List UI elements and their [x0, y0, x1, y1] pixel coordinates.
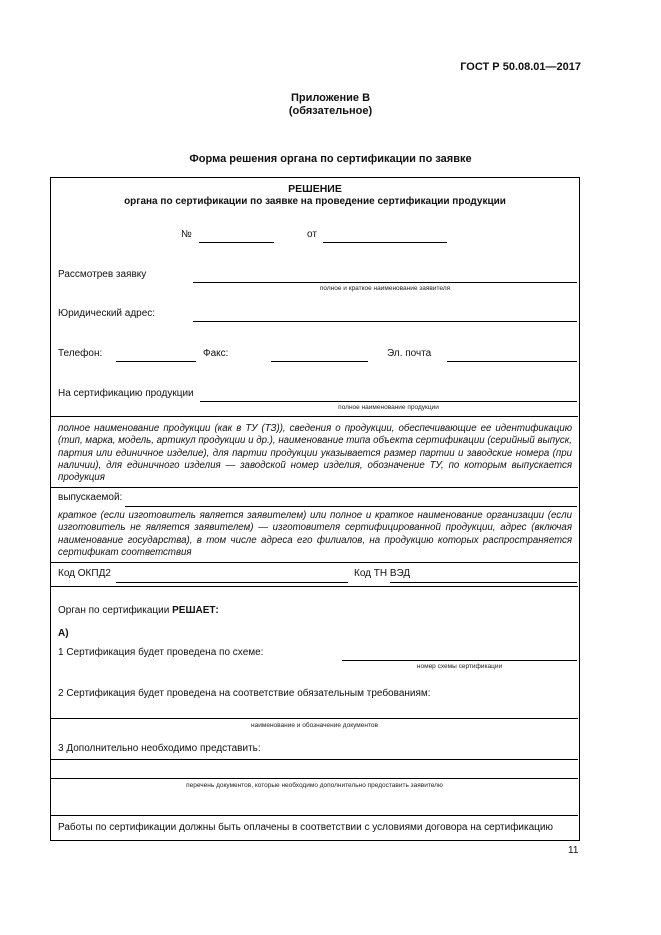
- codes-top-line: [51, 562, 578, 563]
- appendix-title: Приложение В: [290, 92, 371, 104]
- manufacturer-top-line: [51, 487, 578, 488]
- fax-line: [271, 361, 368, 362]
- decision-subtitle: органа по сертификации по заявке на проведение сертификации продукции: [124, 196, 506, 207]
- okpd-line: [116, 582, 348, 583]
- product-label: На сертификацию продукции: [58, 388, 194, 399]
- item2-line: [51, 718, 578, 719]
- date-label: от: [307, 229, 317, 240]
- product-separator: [51, 416, 578, 417]
- product-line: [200, 401, 577, 402]
- form-title: Форма решения органа по сертификации по заявке: [189, 153, 472, 165]
- resolution-section-a: А): [58, 628, 69, 639]
- okpd-label: Код ОКПД2: [58, 568, 111, 579]
- item3-caption: перечень документов, которые необходимо дополнительно предоставить заявителю: [186, 782, 443, 789]
- product-caption: полное наименование продукции: [338, 404, 439, 411]
- item2-caption: наименование и обозначение документов: [251, 722, 378, 729]
- tnved-label: Код ТН ВЭД: [354, 568, 411, 579]
- resolution-decides: РЕШАЕТ:: [172, 605, 219, 616]
- item1-line: [342, 660, 577, 661]
- manufacturer-note: краткое (если изготовитель является заявителем) или полное и краткое наименование организации (если изготовитель не является заявителем) — изготовителя сертифицированной продукции, адрес (включая наименование государства), в том числе адреса его филиалов, на продукцию которых распространяется сертификат соответствия: [58, 510, 572, 558]
- number-label: №: [181, 229, 192, 240]
- applicant-caption: полное и краткое наименование заявителя: [319, 285, 451, 292]
- page-number: 11: [568, 845, 579, 856]
- codes-bottom-line: [51, 586, 578, 587]
- payment-text: Работы по сертификации должны быть оплачены в соответствии с условиями договора на сертификацию: [58, 822, 553, 833]
- address-line: [193, 321, 577, 322]
- number-line: [199, 242, 274, 243]
- product-note: полное наименование продукции (как в ТУ (ТЗ)), сведения о продукции, обеспечивающие ее идентификацию (тип, марка, модель, артикул продукции и др.), наименование типа объекта сертификации (серийный выпуск, партия или единичное изделие), для партии продукции указывается размер партии и заводские номера (при наличии), для единичного изделия — заводской номер изделия, обозначение ТУ, по которым выпускается продукция: [58, 423, 572, 484]
- item1-label: 1 Сертификация будет проведена по схеме:: [58, 647, 264, 658]
- standard-number: ГОСТ Р 50.08.01—2017: [460, 61, 581, 73]
- item3-line-1: [51, 759, 578, 760]
- item3-label: 3 Дополнительно необходимо представить:: [58, 743, 261, 754]
- applicant-label: Рассмотрев заявку: [58, 269, 147, 280]
- phone-label: Телефон:: [58, 348, 103, 359]
- item2-label: 2 Сертификация будет проведена на соответствие обязательным требованиям:: [58, 688, 431, 699]
- date-line: [323, 242, 447, 243]
- resolution-intro-text: Орган по сертификации: [58, 605, 173, 616]
- decision-title: РЕШЕНИЕ: [288, 183, 342, 195]
- resolution-intro: [58, 605, 219, 616]
- appendix-subtitle: (обязательное): [288, 105, 373, 117]
- address-label: Юридический адрес:: [58, 308, 156, 319]
- item1-caption: номер схемы сертификации: [416, 663, 503, 670]
- tnved-line: [390, 582, 577, 583]
- fax-label: Факс:: [203, 348, 229, 359]
- item3-line-2: [51, 778, 578, 779]
- email-label: Эл. почта: [387, 348, 432, 359]
- phone-line: [116, 361, 196, 362]
- manufacturer-label: выпускаемой:: [58, 492, 123, 503]
- applicant-line: [193, 282, 577, 283]
- email-line: [447, 361, 577, 362]
- payment-top-line: [51, 815, 578, 816]
- manufacturer-line: [125, 506, 577, 507]
